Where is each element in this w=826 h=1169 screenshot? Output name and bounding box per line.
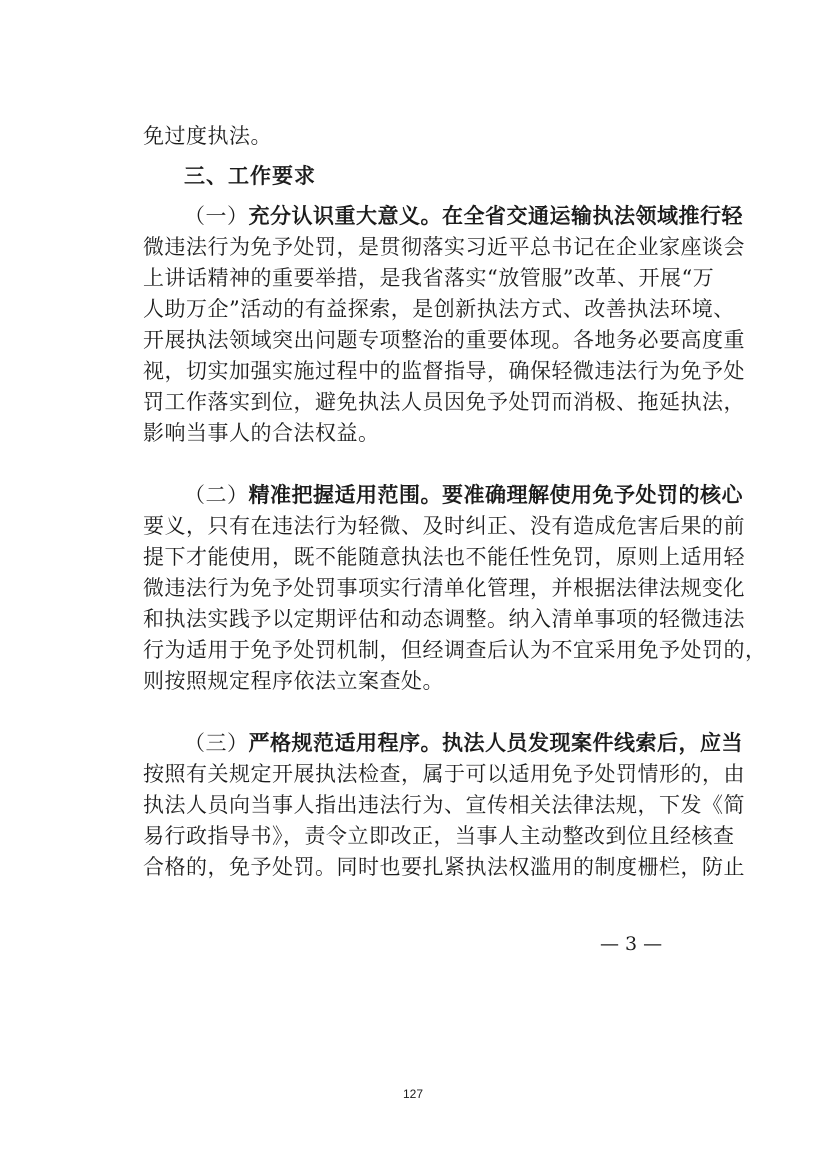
body-line: 上讲话精神的重要举措，是我省落实“放管服”改革、开展“万 [143,266,715,290]
item-marker: （二） [184,483,249,507]
item-marker: （三） [184,731,249,755]
body-line: 影响当事人的合法权益。 [143,421,380,445]
body-line: 执法人员向当事人指出违法行为、宣传相关法律法规，下发《简 [143,793,745,817]
body-line: 人助万企”活动的有益探索，是创新执法方式、改善执法环境、 [143,297,735,321]
body-line: 行为适用于免予处罚机制，但经调查后认为不宜采用免予处罚的， [143,638,767,662]
body-line: 视，切实加强实施过程中的监督指导，确保轻微违法行为免予处 [143,359,745,383]
paragraph-first-line [184,201,743,231]
item-title-text: 充分认识重大意义。在全省交通运输执法领域推行轻 [248,203,743,228]
paragraph-first-line [184,480,743,510]
body-line: 提下才能使用，既不能随意执法也不能任性免罚，原则上适用轻 [143,545,745,569]
page-number: 127 [402,1087,424,1101]
body-line: 则按照规定程序依法立案查处。 [143,669,444,693]
body-line: 微违法行为免予处罚事项实行清单化管理，并根据法律法规变化 [143,576,745,600]
body-line: 易行政指导书》，责令立即改正，当事人主动整改到位且经核查 [143,824,735,848]
body-line: 合格的，免予处罚。同时也要扎紧执法权滥用的制度栅栏，防止 [143,855,745,879]
page-marker: — 3 — [600,933,663,955]
item-title-text: 精准把握适用范围。要准确理解使用免予处罚的核心 [248,482,743,507]
body-line: 微违法行为免予处罚，是贯彻落实习近平总书记在企业家座谈会 [143,235,745,259]
body-line: 要义，只有在违法行为轻微、及时纠正、没有造成危害后果的前 [143,514,745,538]
body-line: 罚工作落实到位，避免执法人员因免予处罚而消极、拖延执法， [143,390,745,414]
body-line: 开展执法领域突出问题专项整治的重要体现。各地务必要高度重 [143,328,745,352]
body-line: 按照有关规定开展执法检查，属于可以适用免予处罚情形的，由 [143,762,745,786]
section-heading: 三、工作要求 [184,164,316,188]
body-line: 免过度执法。 [143,124,272,148]
item-marker: （一） [184,204,249,228]
body-line: 和执法实践予以定期评估和动态调整。纳入清单事项的轻微违法 [143,607,745,631]
item-title-text: 严格规范适用程序。执法人员发现案件线索后，应当 [248,730,743,755]
paragraph-first-line [184,728,743,758]
